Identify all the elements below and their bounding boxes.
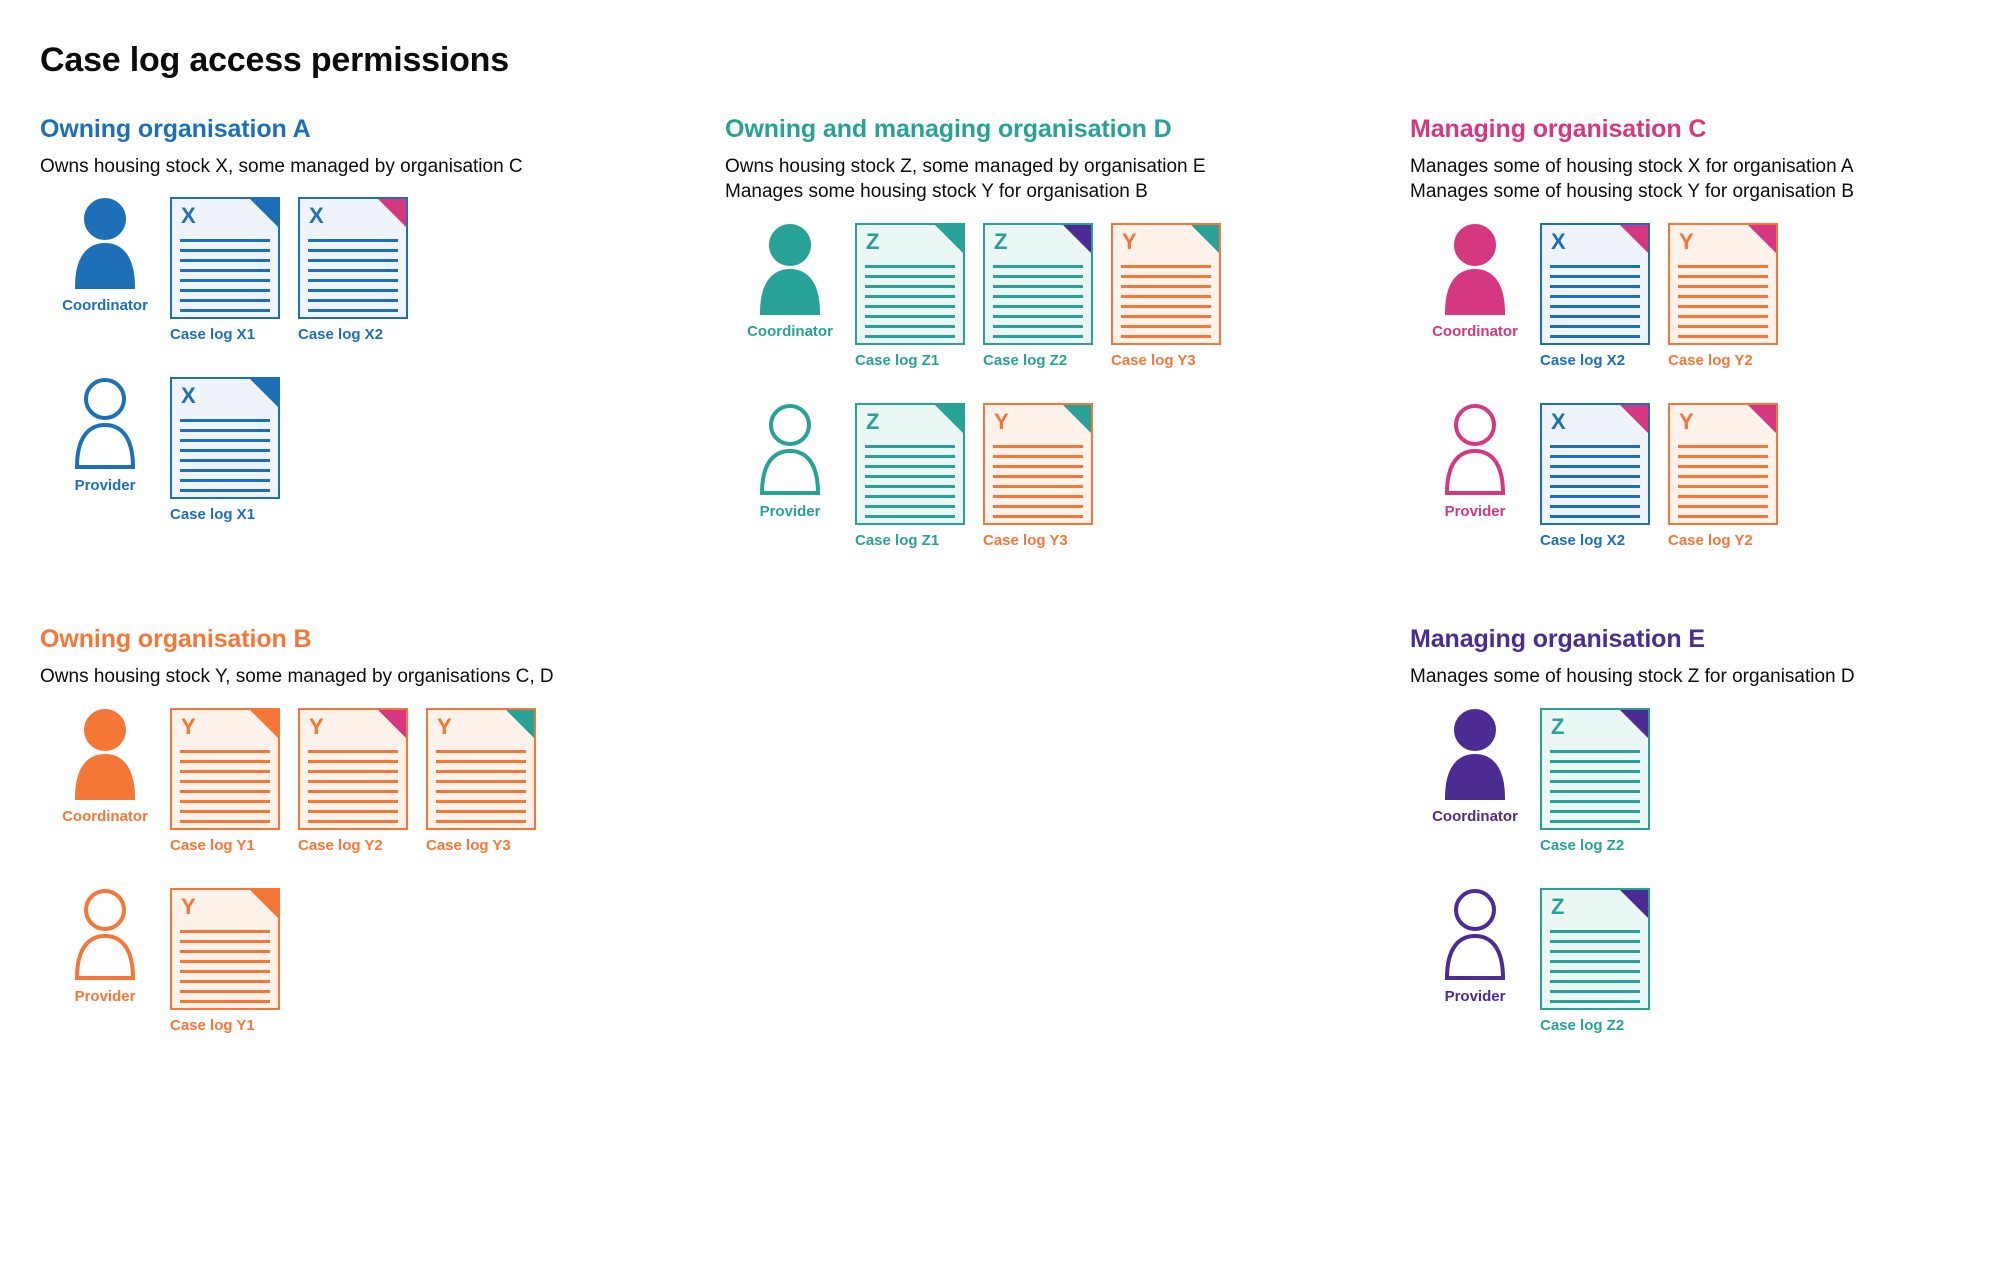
case-log-document[interactable] [298, 197, 408, 343]
case-log-caption: Case log Z1 [855, 352, 940, 370]
organisation-org-e [1410, 625, 1980, 1068]
case-log-document[interactable] [298, 708, 408, 854]
role-label: Coordinator [1432, 323, 1518, 341]
role-label: Provider [74, 477, 136, 495]
document-text-lines-icon [180, 930, 270, 1010]
document-stock-letter: Z [866, 409, 880, 435]
document-text-lines-icon [308, 750, 398, 830]
document-stock-letter: Z [1551, 893, 1565, 919]
person-icon [1442, 708, 1508, 800]
document-text-lines-icon [1550, 930, 1640, 1010]
document-text-lines-icon [1121, 265, 1211, 345]
case-log-list [855, 223, 1221, 369]
role-row [40, 708, 725, 868]
document-text-lines-icon [993, 265, 1083, 345]
case-log-caption: Case log X2 [298, 326, 384, 344]
case-log-document[interactable] [855, 403, 965, 549]
role-label: Coordinator [62, 807, 148, 825]
case-log-document[interactable] [170, 197, 280, 343]
person-block [40, 377, 170, 494]
document-corner-fold-icon [1063, 225, 1091, 253]
case-log-caption: Case log Z2 [1540, 1016, 1625, 1034]
document-corner-fold-icon [1748, 225, 1776, 253]
role-row [40, 377, 725, 537]
organisation-title: Owning organisation B [40, 625, 312, 654]
document-stock-letter: X [181, 203, 196, 229]
case-log-document[interactable] [1540, 888, 1650, 1034]
person-block [1410, 223, 1540, 340]
person-icon [757, 403, 823, 495]
person-block [40, 197, 170, 314]
organisation-org-d [725, 115, 1410, 583]
document-text-lines-icon [865, 445, 955, 525]
person-block [725, 223, 855, 340]
role-label: Provider [1444, 503, 1506, 521]
organisation-title: Owning organisation A [40, 114, 311, 143]
document-corner-fold-icon [1620, 225, 1648, 253]
organisation-description: Manages some of housing stock Z for organisation D [1410, 666, 1855, 688]
case-log-document[interactable] [1540, 708, 1650, 854]
document-corner-fold-icon [506, 710, 534, 738]
document-text-lines-icon [180, 239, 270, 319]
person-block [40, 708, 170, 825]
case-log-document[interactable] [1668, 223, 1778, 369]
role-label: Coordinator [1432, 807, 1518, 825]
organisation-description: Owns housing stock X, some managed by organisation C [40, 155, 523, 177]
document-corner-fold-icon [935, 405, 963, 433]
document-text-lines-icon [865, 265, 955, 345]
case-log-caption: Case log Y1 [170, 836, 255, 854]
role-label: Coordinator [62, 297, 148, 315]
case-log-list [1540, 888, 1650, 1034]
document-stock-letter: X [181, 383, 196, 409]
organisation-title: Managing organisation C [1410, 114, 1707, 143]
organisations-grid [40, 115, 1960, 1068]
role-row [1410, 708, 1980, 868]
case-log-caption: Case log Y3 [983, 532, 1068, 550]
case-log-document[interactable] [426, 708, 536, 854]
document-corner-fold-icon [935, 225, 963, 253]
organisation-description: Manages some of housing stock X for organisation A Manages some of housing stock Y for organisation B [1410, 155, 1854, 203]
document-stock-letter: Y [181, 713, 196, 739]
person-icon [72, 708, 138, 800]
organisation-org-b [40, 625, 725, 1068]
case-log-document[interactable] [1668, 403, 1778, 549]
document-text-lines-icon [1550, 750, 1640, 830]
case-log-list [1540, 708, 1650, 854]
document-text-lines-icon [1550, 265, 1640, 345]
document-corner-fold-icon [1748, 405, 1776, 433]
document-corner-fold-icon [1191, 225, 1219, 253]
person-block [1410, 403, 1540, 520]
case-log-list [170, 708, 536, 854]
document-text-lines-icon [180, 750, 270, 830]
person-icon [757, 223, 823, 315]
role-row [1410, 223, 1980, 383]
document-stock-letter: Y [1679, 229, 1694, 255]
document-stock-letter: Y [1679, 409, 1694, 435]
document-stock-letter: X [1551, 229, 1566, 255]
person-icon [1442, 888, 1508, 980]
empty-cell [725, 625, 1410, 1068]
case-log-caption: Case log Z2 [983, 352, 1068, 370]
case-log-caption: Case log Y2 [1668, 352, 1753, 370]
document-corner-fold-icon [378, 710, 406, 738]
page-title: Case log access permissions [40, 41, 509, 79]
document-stock-letter: Z [1551, 713, 1565, 739]
case-log-caption: Case log Y1 [170, 1016, 255, 1034]
case-log-caption: Case log X1 [170, 326, 256, 344]
person-block [40, 888, 170, 1005]
case-log-caption: Case log Y2 [298, 836, 383, 854]
organisation-description: Owns housing stock Y, some managed by organisations C, D [40, 666, 554, 688]
person-icon [1442, 403, 1508, 495]
case-log-list [170, 888, 280, 1034]
person-block [725, 403, 855, 520]
organisation-title: Managing organisation E [1410, 625, 1705, 654]
document-text-lines-icon [1678, 265, 1768, 345]
person-icon [72, 377, 138, 469]
document-corner-fold-icon [1620, 890, 1648, 918]
case-log-document[interactable] [170, 888, 280, 1034]
organisation-org-c [1410, 115, 1980, 583]
document-text-lines-icon [993, 445, 1083, 525]
document-stock-letter: Y [309, 713, 324, 739]
person-block [1410, 888, 1540, 1005]
organisation-org-a [40, 115, 725, 583]
document-text-lines-icon [180, 419, 270, 499]
case-log-list [1540, 403, 1778, 549]
document-stock-letter: X [309, 203, 324, 229]
document-stock-letter: Y [1122, 229, 1137, 255]
case-log-caption: Case log Y3 [1111, 352, 1196, 370]
case-log-document[interactable] [1540, 223, 1650, 369]
case-log-document[interactable] [983, 223, 1093, 369]
document-text-lines-icon [308, 239, 398, 319]
document-stock-letter: Z [994, 229, 1008, 255]
case-log-document[interactable] [170, 708, 280, 854]
case-log-document[interactable] [170, 377, 280, 523]
person-icon [1442, 223, 1508, 315]
role-label: Provider [74, 987, 136, 1005]
document-corner-fold-icon [1063, 405, 1091, 433]
case-log-document[interactable] [1111, 223, 1221, 369]
role-row [1410, 403, 1980, 563]
role-label: Coordinator [747, 323, 833, 341]
role-row [40, 888, 725, 1048]
role-row [40, 197, 725, 357]
role-row [725, 403, 1410, 563]
case-log-document[interactable] [855, 223, 965, 369]
person-icon [72, 197, 138, 289]
case-log-caption: Case log Z2 [1540, 836, 1625, 854]
case-log-document[interactable] [1540, 403, 1650, 549]
document-corner-fold-icon [1620, 710, 1648, 738]
person-icon [72, 888, 138, 980]
case-log-caption: Case log Y3 [426, 836, 511, 854]
case-log-list [170, 377, 280, 523]
document-stock-letter: X [1551, 409, 1566, 435]
organisation-title: Owning and managing organisation D [725, 114, 1172, 143]
document-text-lines-icon [1678, 445, 1768, 525]
document-stock-letter: Y [994, 409, 1009, 435]
case-log-list [855, 403, 1093, 549]
organisation-description: Owns housing stock Z, some managed by organisation E Manages some housing stock Y for organisation B [725, 155, 1206, 203]
document-stock-letter: Z [866, 229, 880, 255]
case-log-document[interactable] [983, 403, 1093, 549]
case-log-list [1540, 223, 1778, 369]
document-stock-letter: Y [181, 893, 196, 919]
document-corner-fold-icon [378, 199, 406, 227]
document-text-lines-icon [1550, 445, 1640, 525]
case-log-caption: Case log X1 [170, 506, 256, 524]
case-log-caption: Case log X2 [1540, 352, 1626, 370]
case-log-caption: Case log Y2 [1668, 532, 1753, 550]
person-block [1410, 708, 1540, 825]
case-log-caption: Case log X2 [1540, 532, 1626, 550]
document-corner-fold-icon [250, 890, 278, 918]
case-log-list [170, 197, 408, 343]
role-label: Provider [759, 503, 821, 521]
document-corner-fold-icon [250, 379, 278, 407]
role-row [1410, 888, 1980, 1048]
document-corner-fold-icon [250, 199, 278, 227]
role-label: Provider [1444, 987, 1506, 1005]
role-row [725, 223, 1410, 383]
case-log-caption: Case log Z1 [855, 532, 940, 550]
document-corner-fold-icon [250, 710, 278, 738]
document-corner-fold-icon [1620, 405, 1648, 433]
document-text-lines-icon [436, 750, 526, 830]
document-stock-letter: Y [437, 713, 452, 739]
